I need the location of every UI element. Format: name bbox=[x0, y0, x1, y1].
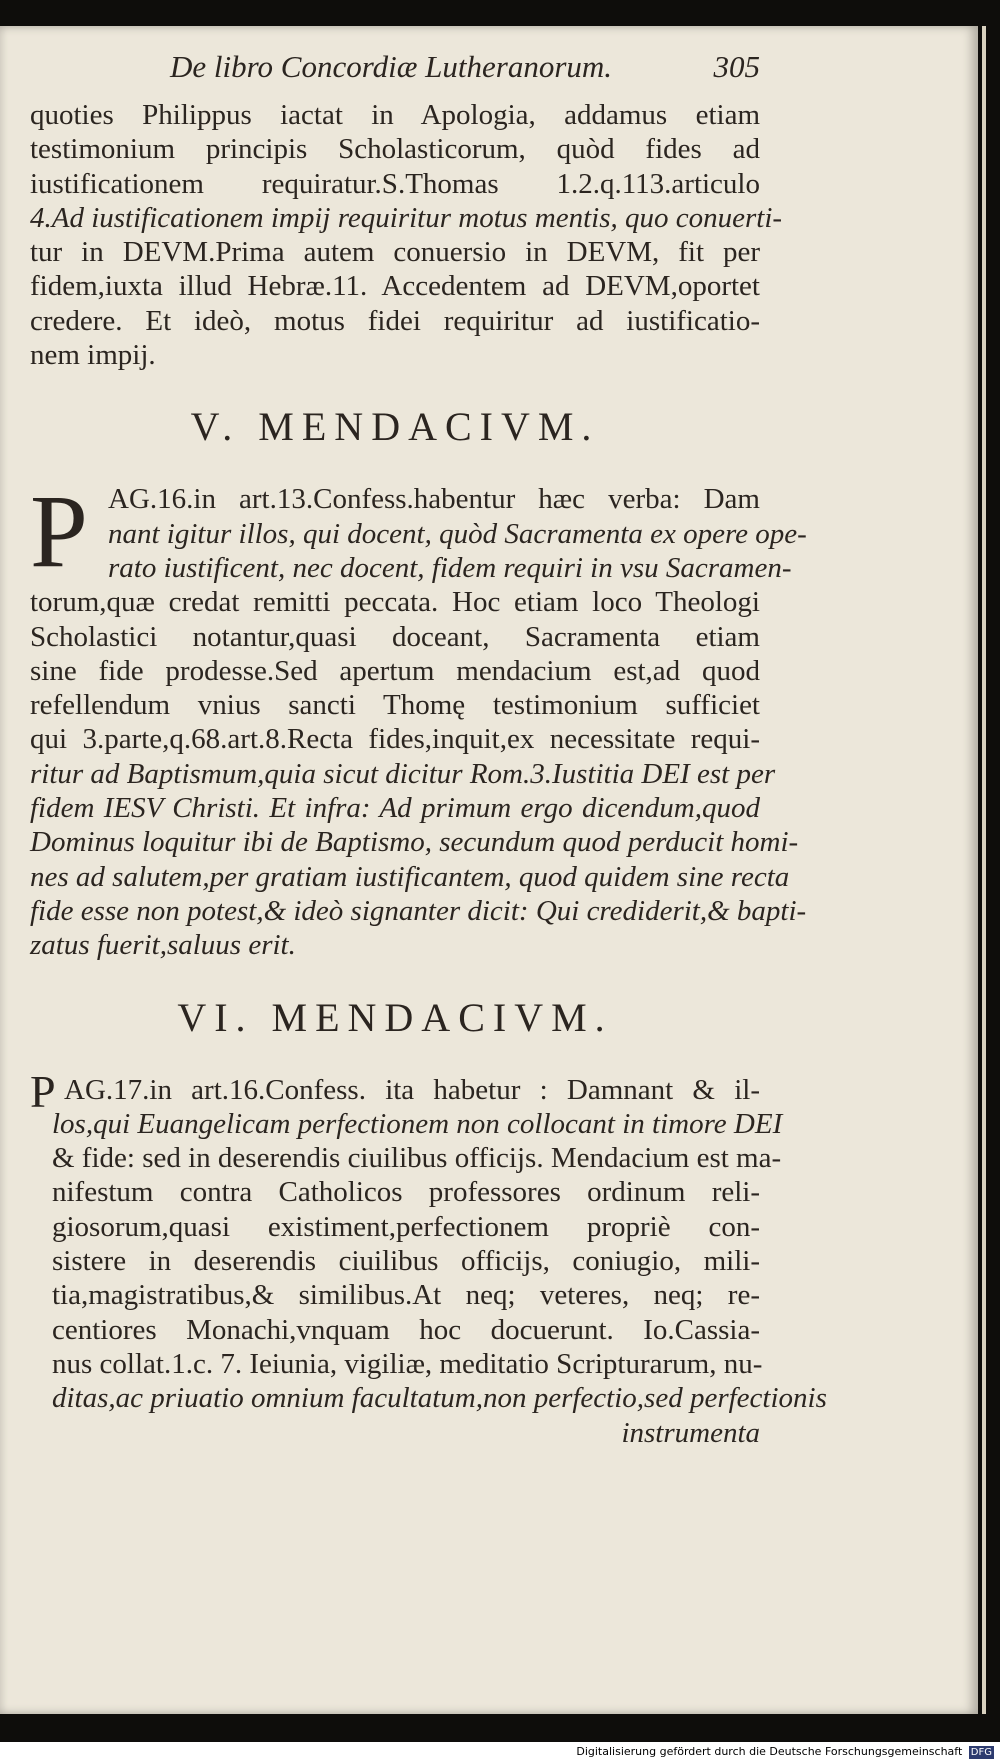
text-line: nus collat.1.c. 7. Ieiunia, vigiliæ, meditatio Scripturarum, nu- bbox=[52, 1347, 763, 1380]
text-line: fidem,iuxta illud Hebræ.11. Accedentem ad DEVM,oportet bbox=[30, 270, 760, 303]
footer-text: Digitalisierung gefördert durch die Deutsche Forschungsgemeinschaft bbox=[576, 1745, 963, 1758]
text-line: qui 3.parte,q.68.art.8.Recta fides,inquit,ex necessitate requi- bbox=[30, 723, 760, 756]
text-line: centiores Monachi,vnquam hoc docuerunt. Io.Cassia- bbox=[52, 1313, 760, 1346]
text-line: AG.17.in art.16.Confess. ita habetur : Damnant & il- bbox=[64, 1073, 760, 1106]
section-6-paragraph bbox=[30, 1065, 827, 1450]
initial-letter: P bbox=[30, 1065, 56, 1117]
running-head-title: De libro Concordiæ Lutheranorum. bbox=[170, 49, 613, 84]
dfg-logo: DFG bbox=[970, 1747, 992, 1758]
text-line: sistere in deserendis ciuilibus officijs, coniugio, mili- bbox=[52, 1245, 760, 1278]
text-line: zatus fuerit,saluus erit. bbox=[30, 929, 296, 962]
running-head bbox=[30, 50, 760, 98]
text-line: refellendum vnius sancti Thomę testimonium sufficiet bbox=[30, 689, 760, 722]
text-line: ritur ad Baptismum,quia sicut dicitur Rom.3.Iustitia DEI est per bbox=[30, 757, 776, 790]
catchword: instrumenta bbox=[621, 1416, 760, 1449]
page-text bbox=[30, 49, 827, 1450]
text-line: ditas,ac priuatio omnium facultatum,non perfectio,sed perfectionis bbox=[52, 1382, 827, 1415]
text-line: quoties Philippus iactat in Apologia, addamus etiam bbox=[30, 99, 760, 131]
text-line: AG.16.in art.13.Confess.habentur hæc verba: Dam bbox=[108, 483, 760, 516]
text-line: & fide: sed in deserendis ciuilibus officijs. Mendacium est ma- bbox=[52, 1142, 782, 1175]
text-line: giosorum,quasi existiment,perfectionem propriè con- bbox=[52, 1210, 760, 1243]
text-line: nant igitur illos, qui docent, quòd Sacramenta ex opere ope- bbox=[108, 517, 807, 550]
digitization-footer bbox=[0, 1742, 1000, 1761]
text-line: torum,quæ credat remitti peccata. Hoc etiam loco Theologi bbox=[30, 586, 760, 619]
section-heading: VI. MENDACIVM. bbox=[177, 994, 613, 1040]
drop-cap: P bbox=[30, 474, 88, 590]
text-line: nem impij. bbox=[30, 339, 156, 372]
text-line: Dominus loquitur ibi de Baptismo, secundum quod perducit homi- bbox=[30, 826, 799, 859]
text-line: 4.Ad iustificationem impij requiritur motus mentis, quo conuerti- bbox=[30, 201, 783, 234]
section-5-paragraph bbox=[30, 474, 807, 962]
section-heading: V. MENDACIVM. bbox=[190, 404, 600, 450]
text-line: fide esse non potest,& ideò signanter dicit: Qui crediderit,& bapti- bbox=[30, 894, 807, 927]
text-line: nes ad salutem,per gratiam iustificantem, quod quidem sine recta bbox=[30, 860, 790, 893]
page-edge bbox=[982, 26, 986, 1714]
text-line: credere. Et ideò, motus fidei requiritur ad iustificatio- bbox=[30, 304, 760, 337]
intro-paragraph bbox=[30, 98, 783, 372]
page-number: 305 bbox=[713, 49, 760, 84]
text-line: tur in DEVM.Prima autem conuersio in DEVM, fit per bbox=[30, 236, 760, 269]
text-line: Scholastici notantur,quasi doceant, Sacramenta etiam bbox=[30, 620, 760, 653]
text-line: tia,magistratibus,& similibus.At neq; veteres, neq; re- bbox=[52, 1279, 760, 1312]
text-line: iustificationem requiratur.S.Thomas 1.2.q.113.articulo bbox=[30, 167, 760, 200]
text-line: nifestum contra Catholicos professores ordinum reli- bbox=[52, 1176, 760, 1209]
text-line: los,qui Euangelicam perfectionem non collocant in timore DEI bbox=[52, 1107, 783, 1140]
text-line: sine fide prodesse.Sed apertum mendacium est,ad quod bbox=[30, 654, 760, 687]
text-line: rato iustificent, nec docent, fidem requiri in vsu Sacramen- bbox=[108, 551, 792, 584]
text-line: fidem IESV Christi. Et infra: Ad primum ergo dicendum,quod bbox=[30, 792, 760, 825]
text-line: testimonium principis Scholasticorum, quòd fides ad bbox=[30, 133, 760, 166]
